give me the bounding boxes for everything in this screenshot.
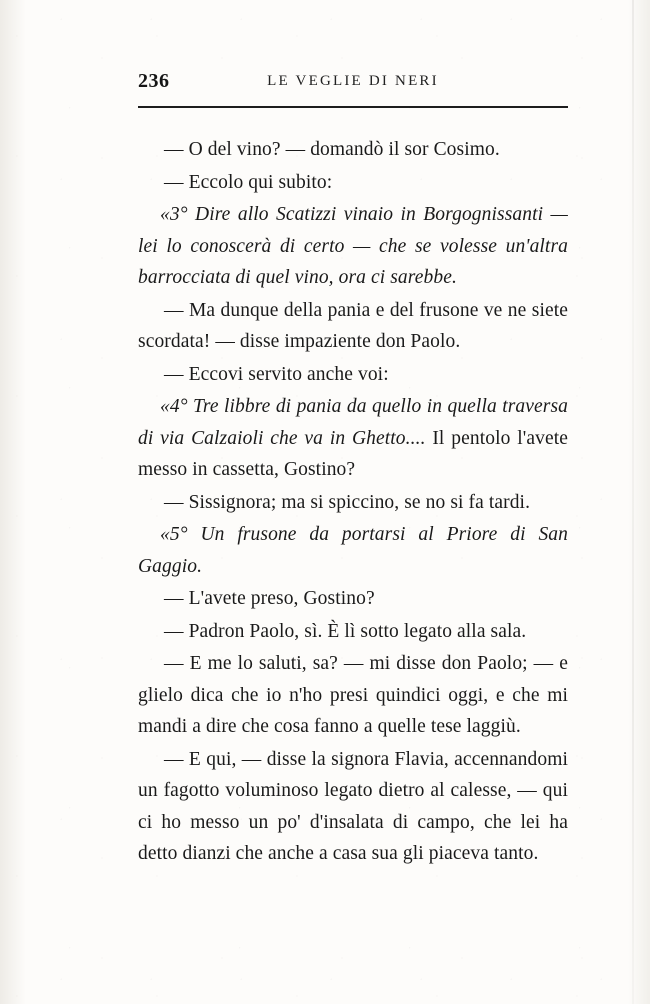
paragraph-group-1 xyxy=(138,134,568,870)
list-text-3: Dire allo Scatizzi vinaio in Borgognissanti — lei lo conoscerà di certo — che se volesse un'altra barrocciata di quel vino, ora ci sarebbe. xyxy=(138,204,568,288)
list-marker-5: «5° xyxy=(160,524,188,545)
list-marker-3: «3° xyxy=(160,204,188,225)
paragraph-dialogue-6: — L'avete preso, Gostino? xyxy=(164,588,375,609)
paragraph-list-item-3 xyxy=(138,199,568,294)
paragraph-dialogue-1: — O del vino? — domandò il sor Cosimo. xyxy=(164,139,500,160)
paragraph-list-item-5 xyxy=(138,519,568,582)
list-marker-4: «4° xyxy=(160,396,188,417)
paragraph-dialogue-7: — Padron Paolo, sì. È lì sotto legato alla sala. xyxy=(164,620,527,642)
paragraph-dialogue-8: — E me lo saluti, sa? — mi disse don Paolo; — e glielo dica che io n'ho presi quindici oggi, e che mi mandi a dire che cosa fanno a quelle tese laggiù. xyxy=(138,653,568,737)
page-spine-shadow xyxy=(632,0,634,1004)
paragraph-dialogue-2: — Eccolo qui subito: xyxy=(164,171,333,193)
list-text-4-tail: Il pentolo l'avete messo in cassetta, Gostino? xyxy=(138,427,568,480)
header-rule xyxy=(138,106,568,108)
paragraph-list-item-4 xyxy=(138,391,568,486)
list-text-4: Tre libbre di pania da quello in quella traversa di via Calzaioli che va in Ghetto.... xyxy=(138,396,568,449)
book-title-header: LE VEGLIE DI NERI xyxy=(267,73,439,89)
paragraph-dialogue-5: — Sissignora; ma si spiccino, se no si fa tardi. xyxy=(164,491,531,513)
running-head xyxy=(138,68,568,98)
paragraph-dialogue-9: — E qui, — disse la signora Flavia, accennandomi un fagotto voluminoso legato dietro al calesse, — qui ci ho messo un po' d'insalata di campo, che lei ha detto dianzi che anche a casa sua gli piaceva tanto. xyxy=(138,748,568,864)
page-number: 236 xyxy=(138,70,170,92)
paragraph-dialogue-4: — Eccovi servito anche voi: xyxy=(164,363,389,385)
list-text-5: Un frusone da portarsi al Priore di San Gaggio. xyxy=(138,524,568,577)
paragraph-dialogue-3: — Ma dunque della pania e del frusone ve ne siete scordata! — disse impaziente don Paolo. xyxy=(138,299,568,352)
page-content xyxy=(138,68,568,872)
